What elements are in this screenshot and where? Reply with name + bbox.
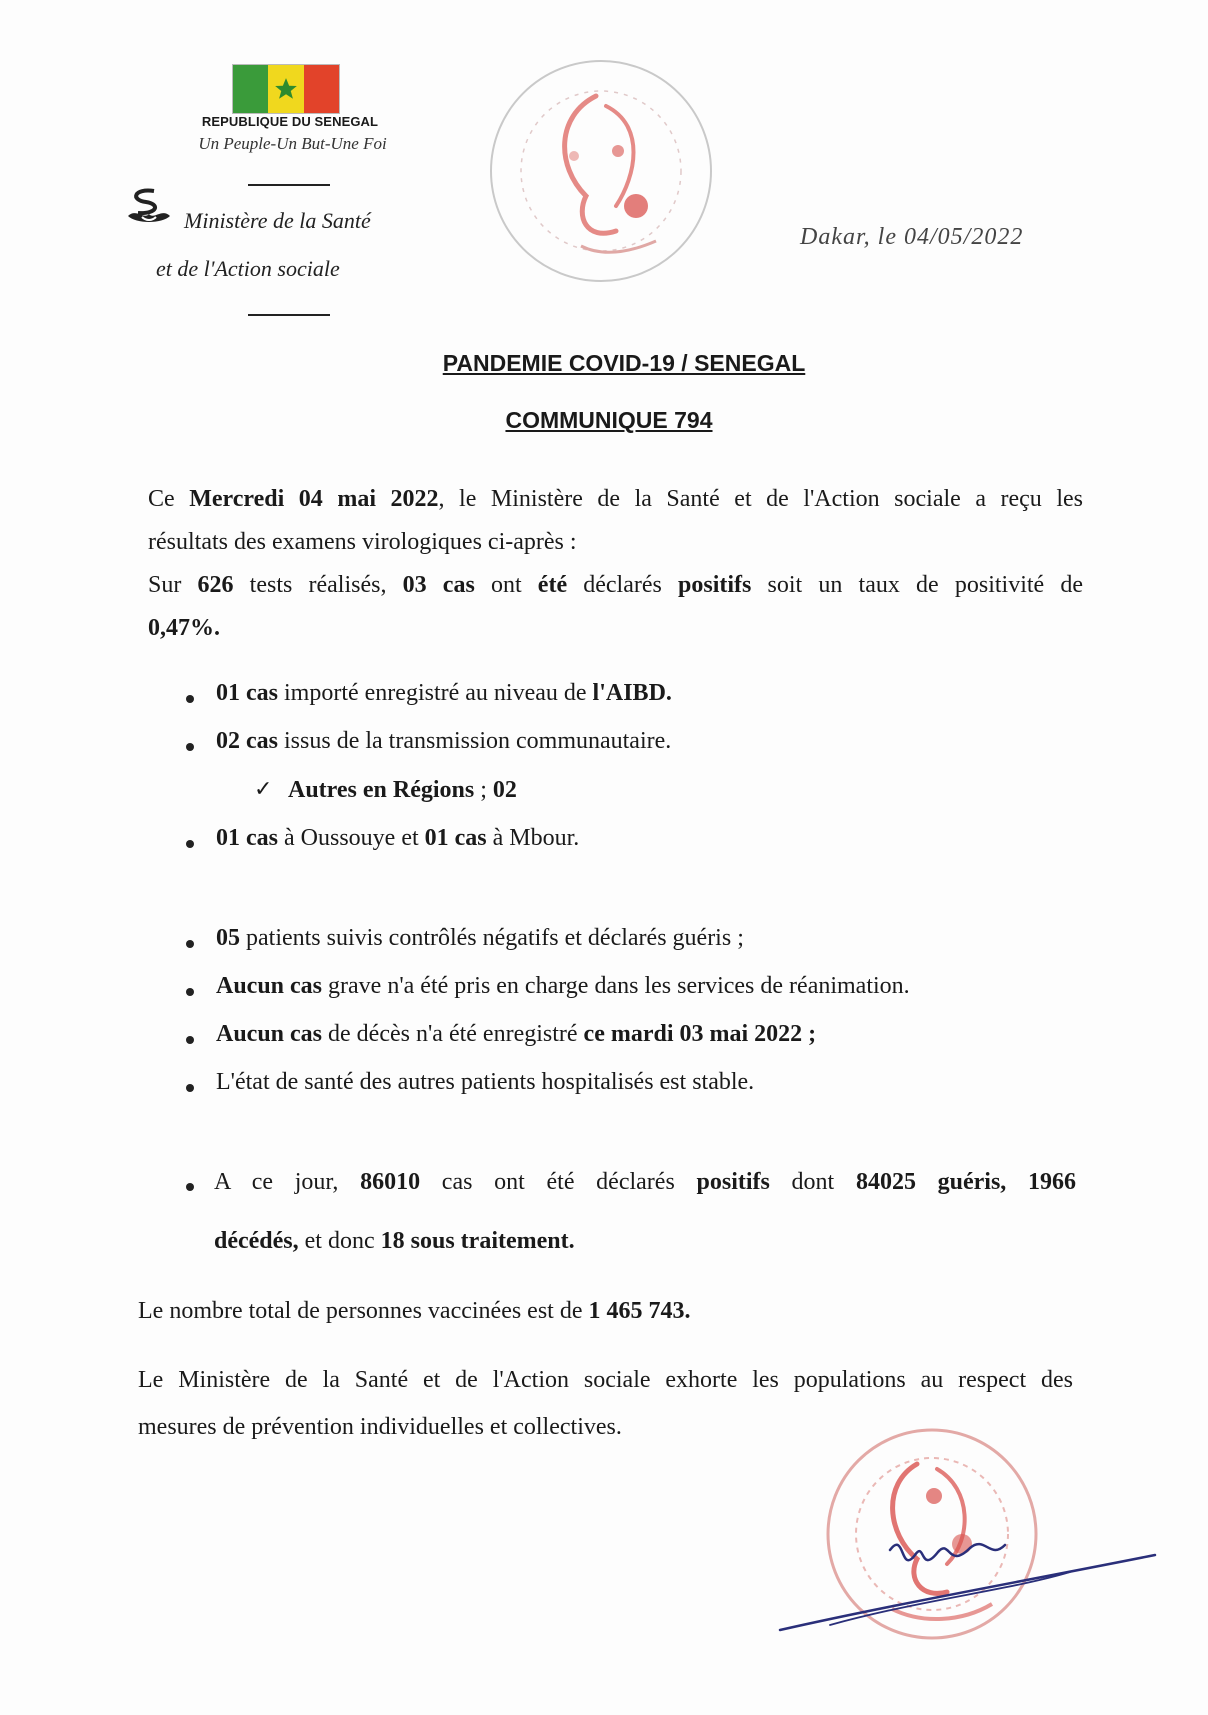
tests-line	[148, 564, 1083, 607]
exhortation-line-2: mesures de prévention individuelles et collectives.	[138, 1414, 622, 1440]
text: patients suivis contrôlés négatifs et déclarés guéris ;	[240, 925, 744, 951]
bullet-icon	[186, 695, 194, 703]
positivity-rate	[148, 607, 1083, 650]
intro-line-2: résultats des examens virologiques ci-après :	[148, 529, 577, 555]
text: tests réalisés,	[233, 572, 403, 598]
text: ont	[474, 572, 538, 598]
text: 02 cas	[216, 728, 278, 754]
text: ce mardi 03 mai 2022 ;	[583, 1021, 817, 1047]
document-date: Dakar, le 04/05/2022	[800, 224, 1024, 250]
senegal-flag	[232, 64, 340, 114]
bullet-icon	[186, 1183, 194, 1191]
list-item	[216, 728, 671, 755]
ministry-logo-icon	[124, 186, 174, 226]
list-item	[216, 973, 910, 1000]
text: déclarés	[567, 572, 679, 598]
exhortation-line-1: Le Ministère de la Santé et de l'Action sociale exhorte les populations au respect des	[138, 1367, 1073, 1393]
text: 05	[216, 925, 240, 951]
text: importé enregistré au niveau de	[278, 680, 593, 706]
text: Aucun cas	[216, 973, 323, 999]
flag-yellow-band	[268, 65, 303, 113]
intro-line-1	[148, 478, 1083, 521]
positive-cases: 03 cas	[402, 572, 475, 598]
sub-list-item	[288, 777, 517, 804]
text: positifs	[678, 572, 752, 598]
signature-icon	[770, 1500, 1165, 1650]
star-icon	[273, 76, 299, 102]
text: à Oussouye et	[278, 825, 425, 851]
report-day: Mercredi 04 mai 2022	[189, 486, 439, 512]
text: à Mbour.	[486, 825, 580, 851]
recovered-deceased: 84025 guéris, 1966	[855, 1169, 1076, 1195]
text: 01 cas	[216, 825, 278, 851]
bullet-icon	[186, 840, 194, 848]
totals-line-1	[214, 1168, 1076, 1196]
text: Le nombre total de personnes vaccinées est de	[138, 1298, 589, 1324]
text: été	[537, 572, 568, 598]
ministry-name-line2: et de l'Action sociale	[156, 256, 340, 281]
text: Sur	[148, 572, 198, 598]
text: 02	[492, 777, 517, 803]
text: l'AIBD.	[592, 680, 672, 706]
bullet-icon	[186, 1036, 194, 1044]
bullet-icon	[186, 743, 194, 751]
flag-green-band	[233, 65, 268, 113]
total-cases: 86010	[360, 1169, 421, 1195]
text: cas ont été déclarés	[420, 1169, 697, 1195]
text: A ce jour,	[214, 1169, 361, 1195]
list-item	[216, 825, 579, 852]
text: 01 cas	[424, 825, 487, 851]
text: décédés,	[214, 1228, 299, 1254]
text: Ce	[148, 486, 190, 512]
vaccination-line	[138, 1298, 691, 1325]
bullet-icon	[186, 940, 194, 948]
totals-line-2	[214, 1228, 575, 1255]
text: positifs	[696, 1169, 770, 1195]
text: , le Ministère de la Santé et de l'Action sociale a reçu les	[438, 486, 1083, 512]
tests-count: 626	[197, 572, 234, 598]
text: 01 cas	[216, 680, 278, 706]
page-title: PANDEMIE COVID-19 / SENEGAL	[442, 350, 806, 376]
rate-value: 0,47%.	[148, 615, 220, 641]
national-motto: Un Peuple-Un But-Une Foi	[198, 134, 387, 153]
text: soit un taux de positivité de	[751, 572, 1083, 598]
text: de décès n'a été enregistré	[322, 1021, 584, 1047]
divider	[248, 184, 330, 186]
list-item	[216, 1021, 816, 1048]
divider	[248, 314, 330, 316]
bullet-icon	[186, 1084, 194, 1092]
text: et donc	[298, 1228, 381, 1254]
text: dont	[769, 1169, 856, 1195]
bullet-icon	[186, 988, 194, 996]
republic-name: REPUBLIQUE DU SENEGAL	[201, 114, 379, 129]
checkmark-icon: ✓	[254, 776, 273, 801]
list-item	[216, 925, 744, 952]
flag-red-band	[304, 65, 339, 113]
text: grave n'a été pris en charge dans les services de réanimation.	[322, 973, 910, 999]
vaccinated-total: 1 465 743.	[588, 1298, 691, 1324]
official-stamp-icon	[486, 56, 716, 286]
list-item	[216, 680, 672, 707]
list-item: L'état de santé des autres patients hospitalisés est stable.	[216, 1069, 755, 1095]
text: issus de la transmission communautaire.	[278, 728, 672, 754]
text: Aucun cas	[216, 1021, 323, 1047]
text: ;	[474, 777, 493, 803]
text: Autres en Régions	[288, 777, 475, 803]
communique-number: COMMUNIQUE 794	[505, 407, 713, 433]
under-treatment: 18 sous traitement.	[380, 1228, 575, 1254]
ministry-name-line1: Ministère de la Santé	[184, 208, 371, 233]
